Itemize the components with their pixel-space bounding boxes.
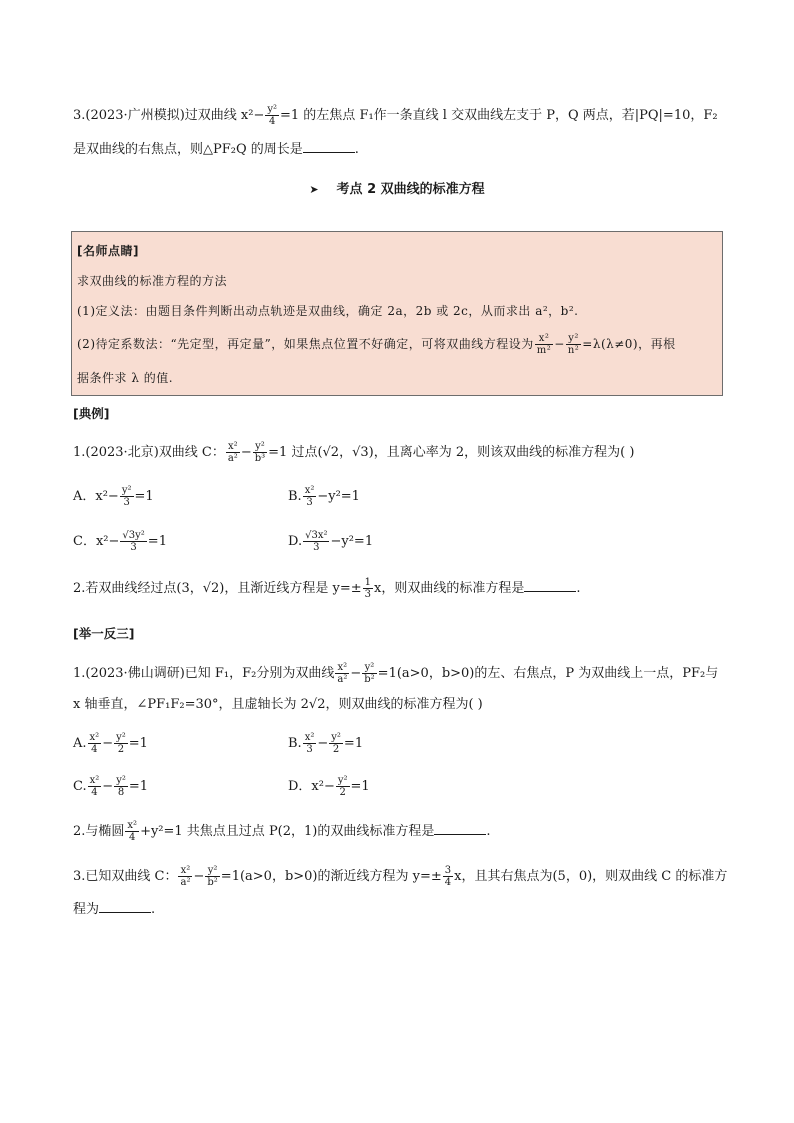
option-frac2 (114, 732, 128, 755)
frac-den: 3 (123, 497, 130, 508)
ex-q2-frac (363, 577, 373, 600)
frac-num: x² (304, 732, 315, 743)
practice-q2 (73, 820, 491, 843)
ex-option-b (288, 485, 360, 508)
option-frac (120, 485, 134, 508)
pr-option-c: C. $\frac{\text{x²}}{4}$ − $\frac{\text{y²}}{8}$ =1 (73, 775, 149, 798)
frac-den: a² (180, 877, 191, 888)
ex-q1-frac1 (226, 441, 240, 464)
section-heading (0, 178, 794, 197)
frac-num: x² (178, 865, 192, 877)
frac-den: 2 (117, 744, 125, 755)
q3-eq-part-b: =1 的左焦点 F₁作一条直线 l 交双曲线左支于 P，Q 两点，若|PQ|=10，F₂ (280, 108, 718, 123)
frac-den: 3 (130, 542, 137, 553)
frac-num: y² (253, 441, 267, 453)
option-frac (336, 775, 350, 798)
pr-option-d (288, 775, 370, 798)
frac-num: 3 (444, 865, 452, 876)
tips-intro: 求双曲线的标准方程的方法 (77, 274, 228, 288)
q3-fraction-numerator: y² (267, 104, 278, 115)
tips-method-2-line2: 据条件求 λ 的值. (77, 371, 174, 385)
pr-q3-mid: =1(a>0，b>0)的渐近线方程为 y=± (220, 869, 442, 884)
option-label: A．x²− (73, 489, 119, 504)
option-tail: =1 (128, 779, 149, 794)
frac-num: x² (89, 732, 100, 743)
frac-num: x² (304, 485, 315, 496)
tips-method-2: (2)待定系数法：“先定型，再定量”，如果焦点位置不好确定，可将双曲线方程设为 $\frac{\text{x²}}{\text{m²}}$ − $\frac{\text{y²}}{\text{n²}}$ =λ(λ≠0)，再根 (77, 333, 676, 356)
frac-num: x² (226, 441, 240, 453)
ex-q2-mid: x，则双曲线的标准方程是 (374, 581, 525, 596)
ex-q1-suffix: =1 过点(√2，√3)，且离心率为 2，则该双曲线的标准方程为( ) (268, 445, 635, 460)
q3-line1 (73, 104, 718, 127)
frac-den: n² (567, 345, 580, 356)
pr-q1-suffix: =1(a>0，b>0)的左、右焦点，P 为双曲线上一点，PF₂与 (377, 666, 719, 681)
option-tail: =1 (147, 534, 167, 549)
pr-q3-frac3 (443, 865, 453, 888)
option-tail: =1 (134, 489, 154, 504)
pr-q1-prefix: 1.(2023·佛山调研)已知 F₁，F₂分别为双曲线 (73, 666, 335, 681)
frac-den: a² (227, 453, 238, 464)
option-tail: =1 (343, 736, 364, 751)
tips-box (71, 231, 723, 396)
pr-q3-frac1 (178, 865, 192, 888)
q3-line2-text: 是双曲线的右焦点，则△PF₂Q 的周长是 (73, 142, 303, 157)
tips-label: [名师点睛] (77, 244, 139, 258)
tips-m2-frac2 (566, 333, 581, 356)
frac-num: y² (116, 732, 126, 743)
pr-q1-frac2 (362, 662, 376, 685)
frac-num: y² (116, 775, 126, 786)
q3-fraction (265, 104, 279, 127)
frac-den: 3 (306, 497, 313, 508)
pr-q3-prefix: 3.已知双曲线 C： (73, 869, 178, 884)
pr-q1-frac1 (335, 662, 349, 685)
frac-den: b² (364, 674, 375, 685)
ex-q2-prefix: 2.若双曲线经过点(3，√2)，且渐近线方程是 y=± (73, 581, 362, 596)
arrow-icon: ➤ (309, 183, 319, 196)
frac-num: x² (335, 662, 349, 674)
tips-m2-prefix: (2)待定系数法：“先定型，再定量”，如果焦点位置不好确定，可将双曲线方程设为 (77, 337, 534, 351)
q3-fraction-denominator: 4 (268, 116, 276, 127)
pr-option-a: A. $\frac{\text{x²}}{4}$ − $\frac{\text{y²}}{2}$ =1 (73, 732, 148, 755)
ex-option-c (73, 530, 167, 553)
frac-den: m² (536, 345, 552, 356)
frac-den: 4 (444, 877, 452, 888)
practice-label: [举一反三] (73, 626, 135, 641)
frac-num: x² (89, 775, 100, 786)
ex-option-a (73, 485, 154, 508)
pr-q3-end: . (151, 902, 156, 917)
option-label: D. (288, 534, 303, 549)
option-tail: =1 (128, 736, 148, 751)
q3-answer-blank (303, 140, 355, 153)
example-q2 (73, 577, 581, 600)
frac-den: 4 (91, 787, 98, 798)
option-label: D．x²− (288, 779, 335, 794)
frac-den: a² (337, 674, 348, 685)
option-label: C. (73, 779, 87, 794)
frac-num: √3x² (305, 530, 328, 541)
q3-line2-end: . (354, 142, 359, 157)
option-frac1 (88, 775, 102, 798)
tips-m2-frac1 (535, 333, 554, 356)
example-q1: 1.(2023·北京)双曲线 C： $\frac{\text{x²}}{\text{a²}}$ − $\frac{\text{y²}}{\text{b³}}$ =1 过点(√2，√3)，且离心率为 2，则该双曲线的标准方程为( ) (73, 441, 635, 464)
practice-q3: 3.已知双曲线 C： $\frac{\text{x²}}{\text{a²}}$ − $\frac{\text{y²}}{\text{b²}}$ =1(a>0，b>0)的渐近线方程为 y=± $\frac{3}{4}$ x，且其右焦点为(5，0)，则双曲线 C 的标准方 (73, 865, 728, 888)
practice-q3-line2 (73, 900, 155, 920)
option-label: B. (288, 489, 302, 504)
option-frac1 (88, 732, 102, 755)
frac-num: 1 (364, 577, 372, 588)
frac-den: 2 (339, 787, 346, 798)
frac-den: b³ (254, 453, 266, 464)
pr-q3-frac2 (205, 865, 219, 888)
frac-den: b² (207, 877, 218, 888)
pr-q2-mid: +y²=1 共焦点且过点 P(2，1)的双曲线标准方程是 (140, 824, 435, 839)
example-label: [典例] (73, 406, 110, 421)
frac-num: y² (205, 865, 219, 877)
option-label: B. (288, 736, 302, 751)
option-frac (120, 530, 146, 553)
frac-num: x² (127, 820, 138, 831)
frac-den: 3 (364, 589, 372, 600)
pr-q2-frac (125, 820, 139, 843)
q3-line2 (73, 140, 359, 160)
option-frac2 (329, 732, 343, 755)
pr-option-b: B. $\frac{\text{x²}}{3}$ − $\frac{\text{y²}}{2}$ =1 (288, 732, 364, 755)
q3-text-prefix: 3.(2023·广州模拟)过双曲线 (73, 108, 241, 123)
option-tail: =1 (350, 779, 370, 794)
pr-q3-suffix: x，且其右焦点为(5，0)，则双曲线 C 的标准方 (454, 869, 728, 884)
option-frac (303, 530, 329, 553)
frac-num: √3y² (122, 530, 145, 541)
practice-q1-line2: x 轴垂直，∠PF₁F₂=30°，且虚轴长为 2√2，则双曲线的标准方程为( ) (73, 697, 483, 712)
tips-m2-suffix: =λ(λ≠0)，再根 (582, 337, 676, 351)
tips-method-1: (1)定义法：由题目条件判断出动点轨迹是双曲线，确定 2a，2b 或 2c，从而求出 a²，b². (77, 304, 579, 318)
q3-eq-part-a: x²− (240, 108, 265, 123)
frac-den: 4 (91, 744, 98, 755)
practice-q1: 1.(2023·佛山调研)已知 F₁，F₂分别为双曲线 $\frac{\text{x²}}{\text{a²}}$ − $\frac{\text{y²}}{\text{b²}}$ =1(a>0，b>0)的左、右焦点，P 为双曲线上一点，PF₂与 (73, 662, 719, 685)
frac-num: y² (566, 333, 581, 345)
option-tail: −y²=1 (317, 489, 360, 504)
frac-den: 2 (332, 744, 340, 755)
frac-den: 8 (117, 787, 125, 798)
frac-den: 3 (306, 744, 313, 755)
option-frac1 (303, 732, 317, 755)
option-frac2 (114, 775, 128, 798)
pr-q2-end: . (486, 824, 491, 839)
ex-q1-prefix: 1.(2023·北京)双曲线 C： (73, 445, 225, 460)
pr-q2-answer-blank (434, 822, 486, 835)
ex-option-d (288, 530, 373, 553)
pr-q2-prefix: 2.与椭圆 (73, 824, 125, 839)
ex-q2-end: . (576, 581, 581, 596)
frac-num: x² (535, 333, 554, 345)
frac-num: y² (121, 485, 132, 496)
ex-q2-answer-blank (524, 579, 576, 592)
option-tail: −y²=1 (330, 534, 374, 549)
frac-den: 3 (313, 542, 320, 553)
pr-q3-answer-blank (99, 900, 151, 913)
frac-den: 4 (129, 832, 136, 843)
ex-q1-frac2 (253, 441, 267, 464)
section-title: 考点 2 双曲线的标准方程 (336, 182, 485, 197)
frac-num: y² (331, 732, 341, 743)
frac-num: y² (337, 775, 348, 786)
option-label: A. (73, 736, 87, 751)
pr-q3-line2-text: 程为 (73, 902, 100, 917)
option-frac (303, 485, 317, 508)
frac-num: y² (362, 662, 376, 674)
option-label: C．x²− (73, 534, 120, 549)
